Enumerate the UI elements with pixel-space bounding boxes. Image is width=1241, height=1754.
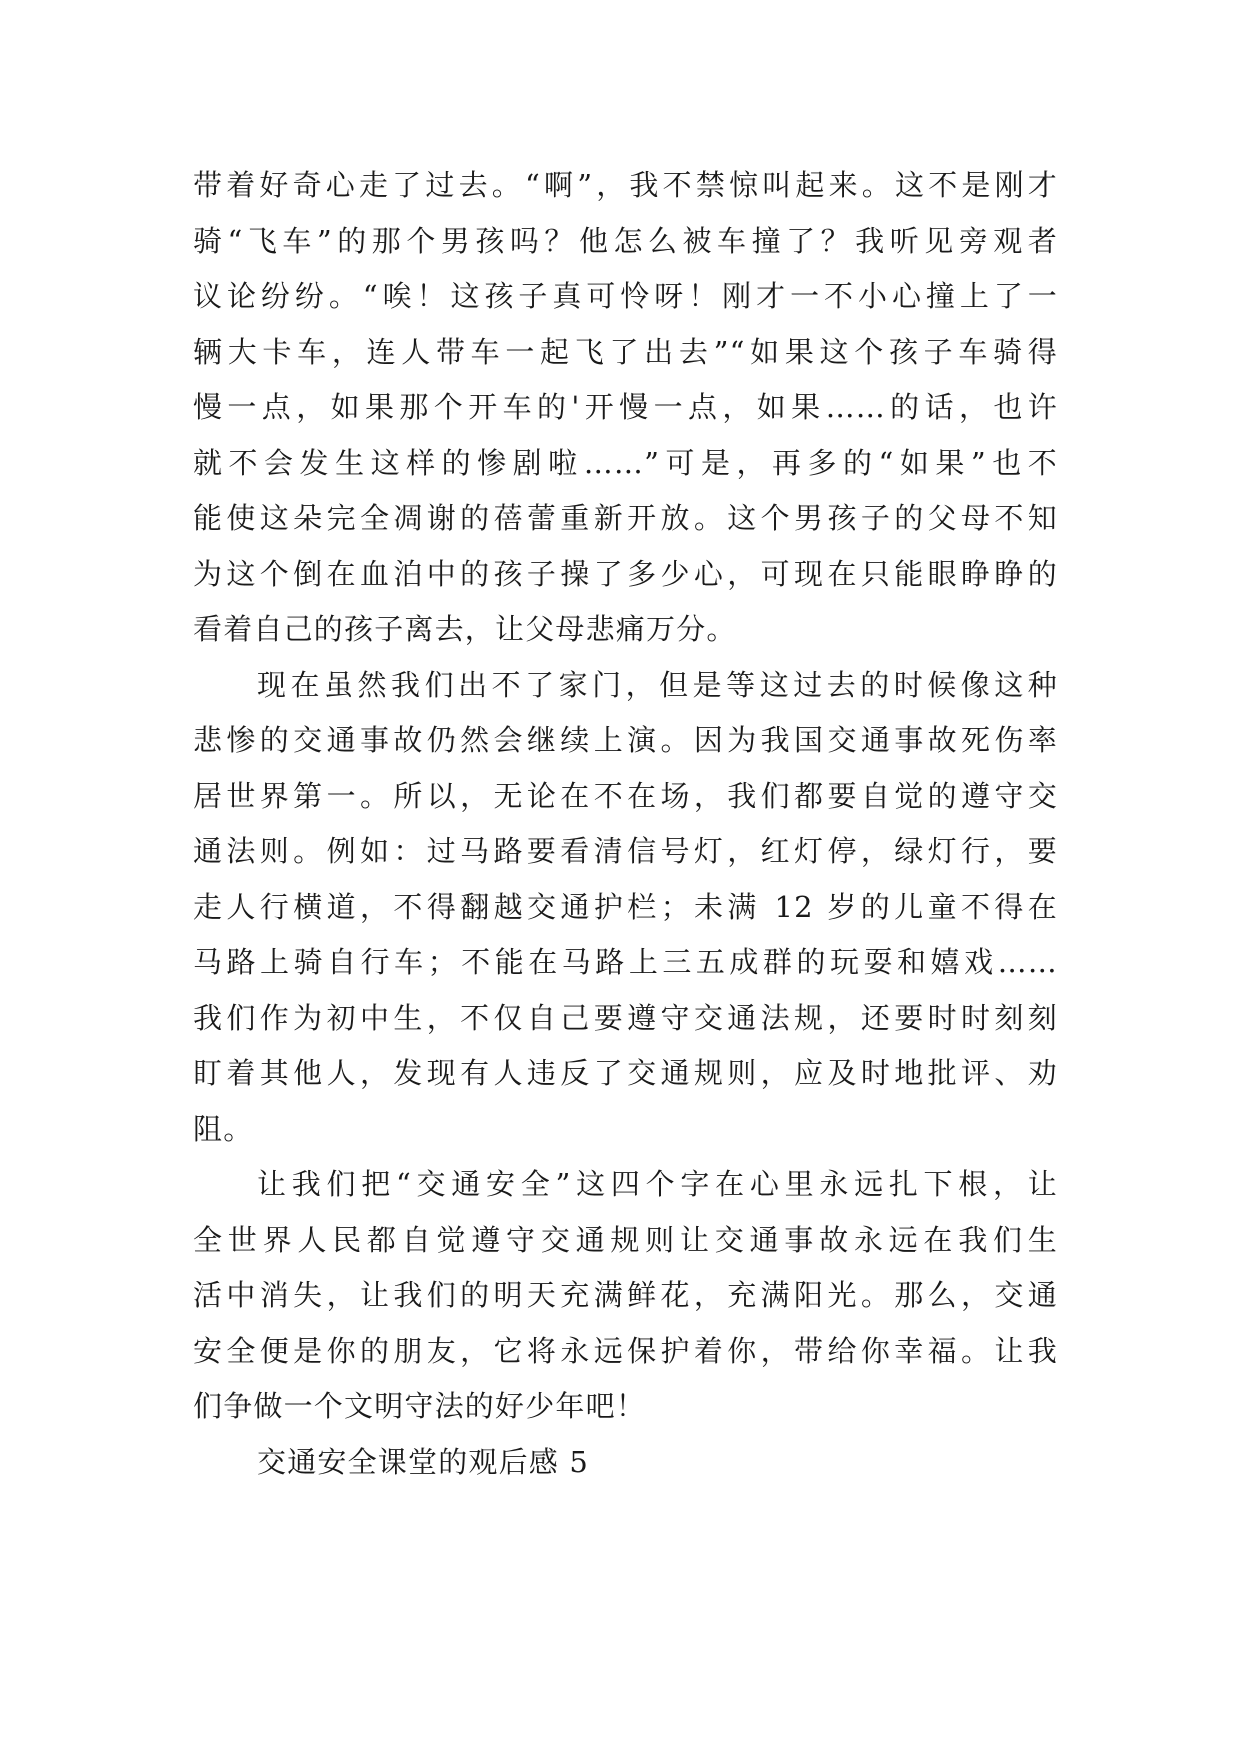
text-line: 慢一点，如果那个开车的'开慢一点，如果……的话，也许 (193, 390, 1058, 424)
text-line: 通法则。例如：过马路要看清信号灯，红灯停，绿灯行，要 (193, 834, 1058, 868)
text-line: 走人行横道，不得翻越交通护栏；未满 12 岁的儿童不得在 (193, 889, 1058, 924)
text-line: 能使这朵完全凋谢的蓓蕾重新开放。这个男孩子的父母不知 (193, 501, 1058, 535)
text-line: 马路上骑自行车；不能在马路上三五成群的玩耍和嬉戏…… (193, 945, 1058, 979)
text-line: 为这个倒在血泊中的孩子操了多少心，可现在只能眼睁睁的 (193, 556, 1058, 591)
text-line: 安全便是你的朋友，它将永远保护着你，带给你幸福。让我 (193, 1333, 1058, 1368)
text-line: 盯着其他人，发现有人违反了交通规则，应及时地批评、劝 (193, 1056, 1058, 1090)
text-line: 让我们把“交通安全”这四个字在心里永远扎下根，让 (257, 1167, 1058, 1201)
text-line: 悲惨的交通事故仍然会继续上演。因为我国交通事故死伤率 (193, 723, 1058, 757)
text-line: 我们作为初中生，不仅自己要遵守交通法规，还要时时刻刻 (193, 1000, 1058, 1035)
text-line: 就不会发生这样的惨剧啦……”可是，再多的“如果”也不 (193, 445, 1058, 480)
text-line: 骑“飞车”的那个男孩吗？他怎么被车撞了？我听见旁观者 (193, 223, 1058, 258)
text-line: 全世界人民都自觉遵守交通规则让交通事故永远在我们生 (193, 1222, 1058, 1257)
text-line: 辆大卡车，连人带车一起飞了出去”“如果这个孩子车骑得 (193, 334, 1058, 369)
text-line: 阻。 (193, 1111, 254, 1146)
text-line: 现在虽然我们出不了家门，但是等这过去的时候像这种 (257, 667, 1058, 702)
section-heading: 交通安全课堂的观后感 5 (257, 1444, 590, 1479)
text-line: 带着好奇心走了过去。“啊”，我不禁惊叫起来。这不是刚才 (193, 168, 1058, 202)
text-line: 居世界第一。所以，无论在不在场，我们都要自觉的遵守交 (193, 778, 1058, 813)
paragraph-2 (193, 658, 1058, 1158)
text-line: 看着自己的孩子离去，让父母悲痛万分。 (193, 612, 737, 646)
text-line: 活中消失，让我们的明天充满鲜花，充满阳光。那么，交通 (193, 1278, 1058, 1312)
paragraph-3 (193, 1157, 1058, 1435)
text-line: 们争做一个文明守法的好少年吧！ (193, 1389, 647, 1423)
paragraph-1 (193, 158, 1058, 658)
text-line: 议论纷纷。“唉！这孩子真可怜呀！刚才一不小心撞上了一 (193, 279, 1058, 313)
document-body (193, 158, 1058, 1490)
